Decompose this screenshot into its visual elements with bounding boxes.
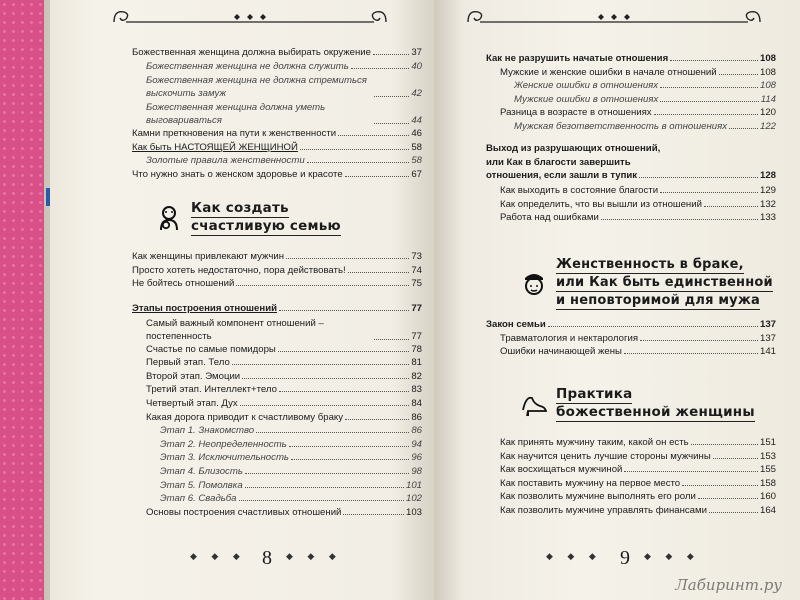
section-title-line: Практика xyxy=(556,386,633,402)
dot-leader xyxy=(670,60,758,61)
toc-entry xyxy=(132,438,422,452)
toc-heading-line: или Как в благости завершить xyxy=(486,156,631,168)
toc-entry xyxy=(132,492,422,506)
footer-ornament: ◆ ◆ ◆ xyxy=(546,551,602,561)
toc-entry-title: Божественная женщина должна уметь выговариваться xyxy=(146,102,326,127)
section-title-line: или Как быть единственной xyxy=(556,275,773,290)
toc-entry xyxy=(132,343,422,357)
page-number: 9 xyxy=(620,547,630,569)
toc-entry xyxy=(132,277,422,291)
toc-entry-title: Божественная женщина не должна стремиться выскочить замуж xyxy=(146,75,367,100)
watermark-text: Лабиринт.ру xyxy=(675,576,782,594)
dot-leader xyxy=(704,206,758,207)
toc-entry xyxy=(132,316,422,343)
toc-entry-title: Как поставить мужчину на первое место xyxy=(500,477,681,489)
toc-page-number: 114 xyxy=(760,93,776,105)
toc-entry xyxy=(486,504,776,518)
footer-ornament: ◆ ◆ ◆ xyxy=(190,551,246,561)
toc-entry xyxy=(132,127,422,141)
toc-list-group3 xyxy=(486,318,776,359)
dot-leader xyxy=(682,485,758,486)
toc-entry xyxy=(132,506,422,520)
toc-entry-title: Четвертый этап. Дух xyxy=(146,397,238,409)
dot-leader xyxy=(351,68,410,69)
toc-entry-title: Третий этап. Интеллект+тело xyxy=(146,384,277,396)
toc-entry-title: Разница в возрасте в отношениях xyxy=(500,107,652,119)
toc-entry xyxy=(132,479,422,493)
toc-entry xyxy=(132,73,422,100)
toc-page-number: 86 xyxy=(411,425,422,437)
toc-entry-title: Как выходить в состояние благости xyxy=(500,185,659,196)
toc-entry-title: Этапы построения отношений xyxy=(132,303,277,314)
toc-page-number: 101 xyxy=(405,479,422,491)
decorative-ornament-icon xyxy=(110,6,390,28)
toc-entry-title: Ошибки начинающей жены xyxy=(500,346,622,358)
toc-list-group1 xyxy=(486,52,776,134)
dot-leader xyxy=(239,500,404,501)
toc-page-number: 81 xyxy=(411,357,422,369)
toc-page-number: 151 xyxy=(759,437,776,448)
toc-entry xyxy=(486,66,776,80)
toc-page-number: 128 xyxy=(759,170,776,182)
toc-entry-title: Травматология и нектарология xyxy=(500,332,639,344)
toc-entry xyxy=(132,154,422,168)
toc-entry-title: Мужские ошибки в отношениях xyxy=(514,93,659,105)
toc-entry xyxy=(486,93,776,107)
dot-leader xyxy=(256,432,409,433)
dot-leader xyxy=(348,272,410,273)
dot-leader xyxy=(343,514,404,515)
toc-entry-title: Камни преткновения на пути к женственности xyxy=(132,128,337,140)
toc-entry-title: Как восхищаться мужчиной xyxy=(500,464,623,476)
dot-leader xyxy=(240,405,410,406)
dot-leader xyxy=(286,258,409,259)
toc-entry-title: Этап 6. Свадьба xyxy=(160,493,237,505)
toc-entry-title: Как определить, что вы вышли из отношений xyxy=(500,198,702,210)
toc-entry xyxy=(486,345,776,359)
toc-entry-title: Основы построения счастливых отношений xyxy=(146,506,342,518)
dot-leader xyxy=(713,458,758,459)
toc-page-number: 108 xyxy=(759,66,776,78)
toc-entry-title: Как позволить мужчине выполнять его роли xyxy=(500,491,696,503)
toc-page-number: 98 xyxy=(411,465,422,477)
toc-page-number: 141 xyxy=(759,346,776,358)
toc-entry xyxy=(486,184,776,198)
toc-page-number: 83 xyxy=(411,384,422,396)
toc-page-number: 77 xyxy=(411,330,422,342)
toc-page-number: 96 xyxy=(411,452,422,464)
toc-page-number: 75 xyxy=(411,278,422,290)
toc-page-number: 108 xyxy=(759,80,776,92)
toc-entry xyxy=(132,356,422,370)
dot-leader xyxy=(548,326,758,327)
toc-entry-title: Как принять мужчину таким, какой он есть xyxy=(500,437,689,448)
toc-entry xyxy=(132,141,422,155)
toc-entry xyxy=(132,46,422,60)
dot-leader xyxy=(729,128,758,129)
dot-leader xyxy=(654,114,758,115)
toc-entry xyxy=(486,52,776,66)
toc-page-number: 108 xyxy=(759,53,776,64)
toc-page-number: 122 xyxy=(759,120,776,132)
toc-page-number: 133 xyxy=(759,212,776,224)
toc-heading-line: Выход из разрушающих отношений, xyxy=(486,143,661,154)
section-heading-practice xyxy=(520,386,755,422)
dot-leader xyxy=(345,419,409,420)
toc-entry xyxy=(486,318,776,332)
toc-page-number: 40 xyxy=(411,60,422,72)
dot-leader xyxy=(245,487,404,488)
toc-entry xyxy=(132,397,422,411)
high-heel-shoe-icon xyxy=(520,390,548,418)
toc-page-number: 153 xyxy=(759,450,776,462)
dot-leader xyxy=(374,123,409,124)
toc-entry-title: Не бойтесь отношений xyxy=(132,278,235,290)
toc-entry-title: Самый важный компонент отношений – постепенность xyxy=(146,317,324,342)
toc-list-mid xyxy=(132,250,422,291)
section-title-line: Женственность в браке, xyxy=(556,257,744,272)
toc-page-number: 58 xyxy=(411,155,422,167)
dot-leader xyxy=(279,391,409,392)
toc-entry-title: Божественная женщина должна выбирать окружение xyxy=(132,47,372,58)
dot-leader xyxy=(601,219,758,220)
toc-entry-title: Какая дорога приводит к счастливому браку xyxy=(146,411,344,423)
toc-entry xyxy=(486,450,776,464)
toc-entry xyxy=(486,211,776,225)
toc-entry-title: Счастье по самые помидоры xyxy=(146,343,276,355)
toc-entry xyxy=(486,463,776,477)
toc-entry-title: Мужские и женские ошибки в начале отношений xyxy=(500,66,717,78)
toc-entry-title: Божественная женщина не должна служить xyxy=(146,60,349,72)
footer-ornament: ◆ ◆ ◆ xyxy=(644,551,700,561)
toc-page-number: 137 xyxy=(759,332,776,344)
toc-page-number: 84 xyxy=(411,397,422,409)
toc-entry xyxy=(486,120,776,134)
toc-entry xyxy=(132,370,422,384)
toc-page-number: 46 xyxy=(411,128,422,140)
toc-entry xyxy=(132,100,422,127)
dot-leader xyxy=(624,353,758,354)
dot-leader xyxy=(374,96,409,97)
toc-page-number: 86 xyxy=(411,411,422,423)
toc-list-top xyxy=(132,46,422,182)
toc-entry xyxy=(132,302,422,316)
toc-page-number: 120 xyxy=(759,107,776,119)
dot-leader xyxy=(300,149,409,150)
dot-leader xyxy=(291,459,409,460)
dot-leader xyxy=(338,135,409,136)
toc-entry-title: Как не разрушить начатые отношения xyxy=(486,53,669,64)
toc-entry-title: Просто хотеть недостаточно, пора действовать! xyxy=(132,264,346,276)
toc-entry xyxy=(132,264,422,278)
toc-entry xyxy=(486,106,776,120)
dot-leader xyxy=(374,339,409,340)
toc-page-number: 102 xyxy=(405,493,422,505)
dot-leader xyxy=(660,101,758,102)
toc-page-number: 42 xyxy=(411,88,422,100)
toc-page-number: 160 xyxy=(759,491,776,503)
toc-entry-title: Работа над ошибками xyxy=(500,212,599,224)
toc-entry xyxy=(486,198,776,212)
toc-page-number: 58 xyxy=(411,141,422,153)
toc-page-number: 132 xyxy=(759,198,776,210)
toc-entry-title: Мужская безответственность в отношениях xyxy=(514,120,728,132)
pregnant-face-icon xyxy=(155,204,183,232)
toc-entry-title: Этап 3. Исключительность xyxy=(160,452,289,464)
toc-list-bottom xyxy=(132,302,422,519)
section-title-line: счастливую семью xyxy=(191,218,341,234)
dot-leader xyxy=(640,340,758,341)
toc-entry xyxy=(132,383,422,397)
toc-page-number: 94 xyxy=(411,438,422,450)
dot-leader xyxy=(307,162,410,163)
section-title-line: и неповторимой для мужа xyxy=(556,293,760,308)
dot-leader xyxy=(232,364,410,365)
nurse-face-icon xyxy=(520,269,548,297)
toc-heading-line: отношения, если зашли в тупик xyxy=(486,170,638,182)
section-title-line: божественной женщины xyxy=(556,404,755,420)
toc-page-number: 137 xyxy=(759,319,776,330)
toc-entry xyxy=(132,424,422,438)
toc-entry-title: Как научится ценить лучшие стороны мужчины xyxy=(500,450,711,462)
toc-entry xyxy=(132,451,422,465)
toc-entry-title: Этап 1. Знакомство xyxy=(160,425,255,437)
dot-leader xyxy=(373,54,409,55)
toc-entry-title: Женские ошибки в отношениях xyxy=(514,80,659,92)
toc-page-number: 103 xyxy=(405,506,422,518)
toc-list-group2 xyxy=(486,184,776,225)
dot-leader xyxy=(719,74,758,75)
toc-entry-title: Этап 5. Помолвка xyxy=(160,479,243,491)
dot-leader xyxy=(242,378,409,379)
toc-entry xyxy=(132,411,422,425)
dot-leader xyxy=(660,192,758,193)
toc-entry-title: Что нужно знать о женском здоровье и красоте xyxy=(132,168,343,180)
dot-leader xyxy=(279,310,409,311)
toc-entry-title: Золотые правила женственности xyxy=(146,155,305,167)
toc-entry xyxy=(486,79,776,93)
decorative-ornament-icon xyxy=(464,6,764,28)
toc-entry xyxy=(132,60,422,74)
left-page xyxy=(50,0,430,600)
toc-entry xyxy=(132,465,422,479)
page-number: 8 xyxy=(262,547,272,569)
toc-entry xyxy=(486,332,776,346)
dot-leader xyxy=(660,87,758,88)
toc-entry-title: Как быть НАСТОЯЩЕЙ ЖЕНЩИНОЙ xyxy=(132,141,298,153)
toc-entry xyxy=(132,168,422,182)
dot-leader xyxy=(236,285,409,286)
section-heading-family xyxy=(155,200,341,236)
toc-page-number: 129 xyxy=(759,185,776,196)
dot-leader xyxy=(289,446,410,447)
footer-ornament: ◆ ◆ ◆ xyxy=(286,551,342,561)
toc-page-number: 155 xyxy=(759,464,776,476)
toc-page-number: 67 xyxy=(411,168,422,180)
toc-page-number: 44 xyxy=(411,115,422,127)
toc-page-number: 158 xyxy=(759,477,776,489)
toc-entry-title: Второй этап. Эмоции xyxy=(146,370,241,382)
toc-entry-title: Этап 4. Близость xyxy=(160,465,243,477)
toc-page-number: 74 xyxy=(411,264,422,276)
toc-entry-title: Закон семьи xyxy=(486,319,546,330)
toc-entry-title: Как женщины привлекают мужчин xyxy=(132,251,285,262)
toc-page-number: 78 xyxy=(411,343,422,355)
toc-page-number: 77 xyxy=(411,303,422,314)
dot-leader xyxy=(709,512,758,513)
dot-leader xyxy=(691,444,758,445)
toc-entry-title: Первый этап. Тело xyxy=(146,357,230,369)
toc-entry-title: Как позволить мужчине управлять финансами xyxy=(500,504,707,516)
toc-page-number: 164 xyxy=(759,504,776,516)
dot-leader xyxy=(698,498,758,499)
toc-entry xyxy=(486,436,776,450)
dot-leader xyxy=(624,471,758,472)
toc-entry xyxy=(132,250,422,264)
toc-entry xyxy=(486,490,776,504)
toc-page-number: 82 xyxy=(411,370,422,382)
dot-leader xyxy=(278,351,410,352)
toc-page-number: 37 xyxy=(411,47,422,58)
dot-leader xyxy=(345,176,410,177)
toc-entry xyxy=(486,477,776,491)
toc-list-group4 xyxy=(486,436,776,518)
toc-group2-heading xyxy=(486,142,776,183)
dot-leader xyxy=(245,473,409,474)
right-page xyxy=(434,0,800,600)
section-heading-marriage xyxy=(520,256,773,310)
toc-entry-title: Этап 2. Неопределенность xyxy=(160,438,287,450)
toc-page-number: 73 xyxy=(411,251,422,262)
section-title-line: Как создать xyxy=(191,200,289,216)
